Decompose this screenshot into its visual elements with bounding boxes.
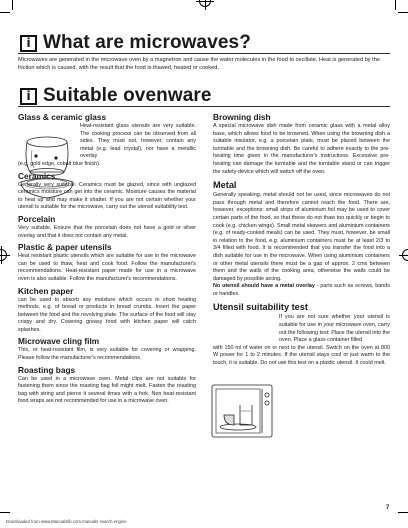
section-title [20, 85, 212, 107]
utensil-test-heading: Utensil suitability test [213, 302, 308, 313]
crop-mark [0, 12, 10, 13]
footer-download-note: Downloaded from www.Manualslib.com manuals search engine [6, 519, 127, 524]
page-title [20, 32, 251, 54]
title-rule [18, 53, 390, 54]
metal-note [213, 283, 390, 298]
metal-note-rest: - parts such as screws, bands or handles. [213, 283, 390, 297]
metal-heading: Metal [213, 180, 237, 191]
roasting-bags-heading: Roasting bags [18, 364, 76, 375]
roasting-bags-text: Can be used in a microwave oven. Metal clips are not suitable for fastening them since the roasting bag foil might melt. Fasten the roasting bag with string and pierce it several times with a fork. Non heat-resistant food wraps are not recommended for use in a microwave oven. [18, 375, 196, 405]
plastic-text: Heat resistant plastic utensils which are suitable for use in the microwave can be used to thaw, heat and cook food. Follow the manufacturer's recommendations. Heat-resistant paper made for use in a microwave oven is also suitable. Follow the manufacturer's recommendations. [18, 253, 196, 282]
page-number: 7 [386, 505, 390, 511]
glass-heading: Glass & ceramic glass [18, 112, 107, 122]
cling-film-heading: Microwave cling film [18, 336, 100, 347]
registration-mark-icon [402, 249, 408, 261]
crop-mark [398, 512, 408, 513]
glass-text: Heat-resistant glass utensils are very suitable. The cooking process can be observed from all sides. They must not, however, contain any metal (e.g. lead crystal), nor have a metallic overlay [80, 123, 196, 160]
metal-text: Generally speaking, metal should not be used, since microwaves do not pass through metal and therefore cannot reach the food. There are, however, exceptions: small strips of aluminium foil may be used to cover certain parts of the food, so that these do not thaw too quickly or begin to cook (e.g. chicken wings). Small metal skewers and aluminium containers (e.g. of ready-cooked meals) can be used. They must, however, be small in relation to the food, e.g. aluminium containers must be at least 2/3 to 3/4 filled with food. It is recommended that you transfer the food into a dish suitable for use in the microwave. When using aluminium containers or other metal utensils there must be a gap of approx. 2 cms between them and the walls of the cooking area, otherwise the walls could be damaged by possible arcing. [213, 192, 390, 282]
section-title-text: Suitable ovenware [43, 85, 212, 106]
browning-dish-heading: Browning dish [213, 112, 271, 122]
info-icon: i [20, 88, 37, 105]
utensil-test-text-continued: with 150 ml of water on or next to the utensil. Switch on the oven at 800 W power for 1 to 2 minutes. If the utensil stays cool or just warm to the touch, it is suitable. Do not use this test on a plastic utensil. It could melt. [213, 344, 390, 367]
registration-mark-icon [199, 0, 211, 7]
right-column [213, 110, 390, 368]
crop-mark [0, 512, 10, 513]
porcelain-heading: Porcelain [18, 213, 56, 224]
cling-film-text: This, or heat-resistant film, is very suitable for covering or wrapping. Please follow the manufacturer's recommendations. [18, 347, 196, 362]
suitability-test-illustration [210, 381, 274, 443]
info-icon: i [20, 35, 37, 52]
registration-mark-icon [0, 249, 7, 261]
porcelain-text: Very suitable. Ensure that the porcelain does not have a gold or silver overlay and that it does not contain any metal. [18, 224, 196, 239]
utensil-test-text: If you are not sure whether your utensil is suitable for use in your microwave oven, carry out the following test: Place the utensil into the oven. Place a glass container filled [279, 314, 390, 344]
kitchen-paper-text: can be used to absorb any moisture which occurs in short heating methods, e.g. of bread or products in bread crumbs. Insert the paper between the food and the revolving plate. The surface of the food will stay crispy and dry. Covering greasy food with kitchen paper will catch splashes. [18, 296, 196, 333]
page-title-text: What are microwaves? [43, 32, 251, 53]
crop-mark [398, 12, 408, 13]
plastic-heading: Plastic & paper utensils [18, 242, 112, 253]
intro-paragraph: Microwaves are generated in the microwave oven by a magnetron and cause the water molecules in the food to oscillate. Heat is generated by the friction which is caused, with the result that the food is thawed, heated or cooked. [18, 57, 380, 71]
crop-mark [395, 0, 396, 10]
crop-mark [12, 0, 13, 10]
kitchen-paper-heading: Kitchen paper [18, 285, 74, 296]
browning-dish-text: A special microwave dish made from ceramic glass with a metal alloy base, which allows food to be browned. When using the browning dish a suitable insulator, e.g. a porcelain plate, must be placed between the turntable and the browning dish. Be careful to adhere exactly to the pre-heating time given in the manufacturer's instructions. Excessive pre-heating can damage the turntable and the turntable stand or can trigger the safety-device which will switch off the oven. [213, 123, 390, 175]
left-column [18, 110, 196, 406]
ceramics-heading: Ceramics [18, 170, 56, 181]
ceramics-text: Generally very suitable. Ceramics must be glazed, since with unglazed ceramics moisture can get into the ceramic. Moisture causes the material to heat up and may make it shatter. If you are not certain whether your utensil is suitable for the microwave, carry out the utensil suitability test. [18, 181, 196, 211]
glass-text-continued: (e.g. gold edge, cobalt blue finish). [18, 160, 101, 167]
metal-note-bold: No utensil should have a metal overlay [213, 283, 315, 290]
section-rule [18, 106, 390, 107]
